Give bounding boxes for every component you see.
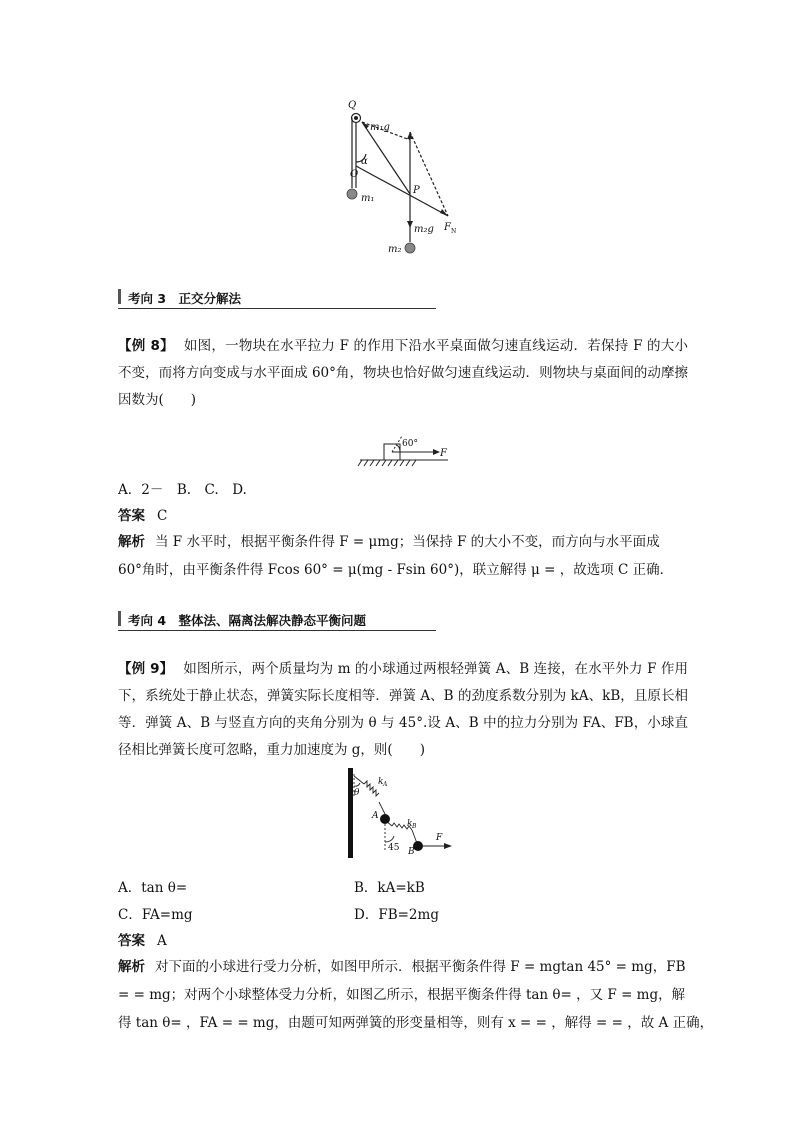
example-8-analysis-line-1 xyxy=(118,530,660,550)
label-m2: m₂ xyxy=(388,244,402,255)
label-a: A xyxy=(372,811,379,821)
section-marker xyxy=(118,611,121,626)
example-9-answer xyxy=(118,929,167,949)
label-m2g: m₂g xyxy=(414,224,434,235)
label-ka-sub: A xyxy=(383,781,388,788)
label-q: Q xyxy=(348,100,357,111)
label-m1: m₁ xyxy=(361,193,375,204)
angle-label: 60° xyxy=(402,439,418,449)
question-text: 如图所示，两个质量均为 m 的小球通过两根轻弹簧 A、B 连接，在水平外力 F 作用下，系统处于静止状态，弹簧实际长度相等．弹簧 A、B 的劲度系数分别为 kA、kB，且原长相等．弹簧 A、B 与竖直方向的夹角分别为 θ 与 45°.设 A、B 中的拉力分别为 FA、FB，小球直径相比弹簧长度可忽略，重力加速度为 g，则( ) xyxy=(118,661,689,758)
question-text: 如图，一物块在水平拉力 F 的作用下沿水平桌面做匀速直线运动．若保持 F 的大小不变，而将方向变成与水平面成 60°角，物块也恰好做匀速直线运动．则物块与桌面间的动摩擦因数为( ) xyxy=(118,338,688,408)
section-heading-4 xyxy=(118,608,436,631)
pulley-force-diagram xyxy=(330,92,480,262)
label-b: B xyxy=(408,847,415,857)
label-f: F xyxy=(436,833,443,843)
section-title: 考向 4 整体法、隔离法解决静态平衡问题 xyxy=(128,613,367,628)
analysis-text: 对下面的小球进行受力分析，如图甲所示．根据平衡条件得 F = mgtan 45° = mg，FB xyxy=(155,959,686,975)
analysis-label: 解析 xyxy=(118,959,145,975)
label-45: 45 xyxy=(388,843,400,853)
example-tag: 【例 9】 xyxy=(118,661,174,677)
option-d: D．FB=2mg xyxy=(354,907,439,923)
option-a: A．tan θ= xyxy=(118,880,188,896)
label-alpha: α xyxy=(361,156,368,167)
label-kb-sub: B xyxy=(412,823,417,830)
option-c: C．FA=mg xyxy=(118,907,193,923)
example-9-analysis-line-1 xyxy=(118,955,686,975)
option-b: B．kA=kB xyxy=(354,880,425,896)
label-kb: k xyxy=(407,819,413,829)
answer-value: C xyxy=(157,508,168,524)
force-label: F xyxy=(440,448,447,459)
answer-label: 答案 xyxy=(118,508,145,524)
example-9-analysis-line-2: = = mg；对两个小球整体受力分析，如图乙所示，根据平衡条件得 tan θ= ，又 F = mg，解 xyxy=(118,987,686,1003)
label-m1g: m₁g xyxy=(370,122,390,133)
example-9-question xyxy=(118,656,688,764)
example-9-analysis-line-3: 得 tan θ= ，FA = = mg，由题可知两弹簧的形变量相等，则有 x = = ，解得 = = ，故 A 正确， xyxy=(118,1015,714,1031)
example-8-analysis-line-2: 60°角时，由平衡条件得 Fcos 60° = μ(mg - Fsin 60°)，联立解得 μ = ，故选项 C 正确． xyxy=(118,562,674,578)
label-fn: F xyxy=(444,222,451,233)
answer-value: A xyxy=(157,933,167,949)
section-title: 考向 3 正交分解法 xyxy=(128,291,242,306)
answer-label: 答案 xyxy=(118,933,145,949)
section-marker xyxy=(118,289,121,304)
example-tag: 【例 8】 xyxy=(118,338,174,354)
example-8-options: A．2－ B. C. D. xyxy=(118,482,247,498)
label-fn-sub: N xyxy=(451,228,457,235)
label-p: P xyxy=(413,185,420,196)
label-o: O xyxy=(350,169,359,180)
example-8-answer xyxy=(118,504,167,524)
example-8-question xyxy=(118,333,688,414)
analysis-label: 解析 xyxy=(118,534,145,550)
spring-balls-figure xyxy=(344,768,464,862)
label-theta: θ xyxy=(354,788,360,798)
block-incline-force-figure xyxy=(356,432,452,470)
section-heading-3 xyxy=(118,286,436,309)
label-ka: k xyxy=(378,777,384,787)
analysis-text: 当 F 水平时，根据平衡条件得 F = μmg；当保持 F 的大小不变，而方向与水平面成 xyxy=(155,534,660,550)
